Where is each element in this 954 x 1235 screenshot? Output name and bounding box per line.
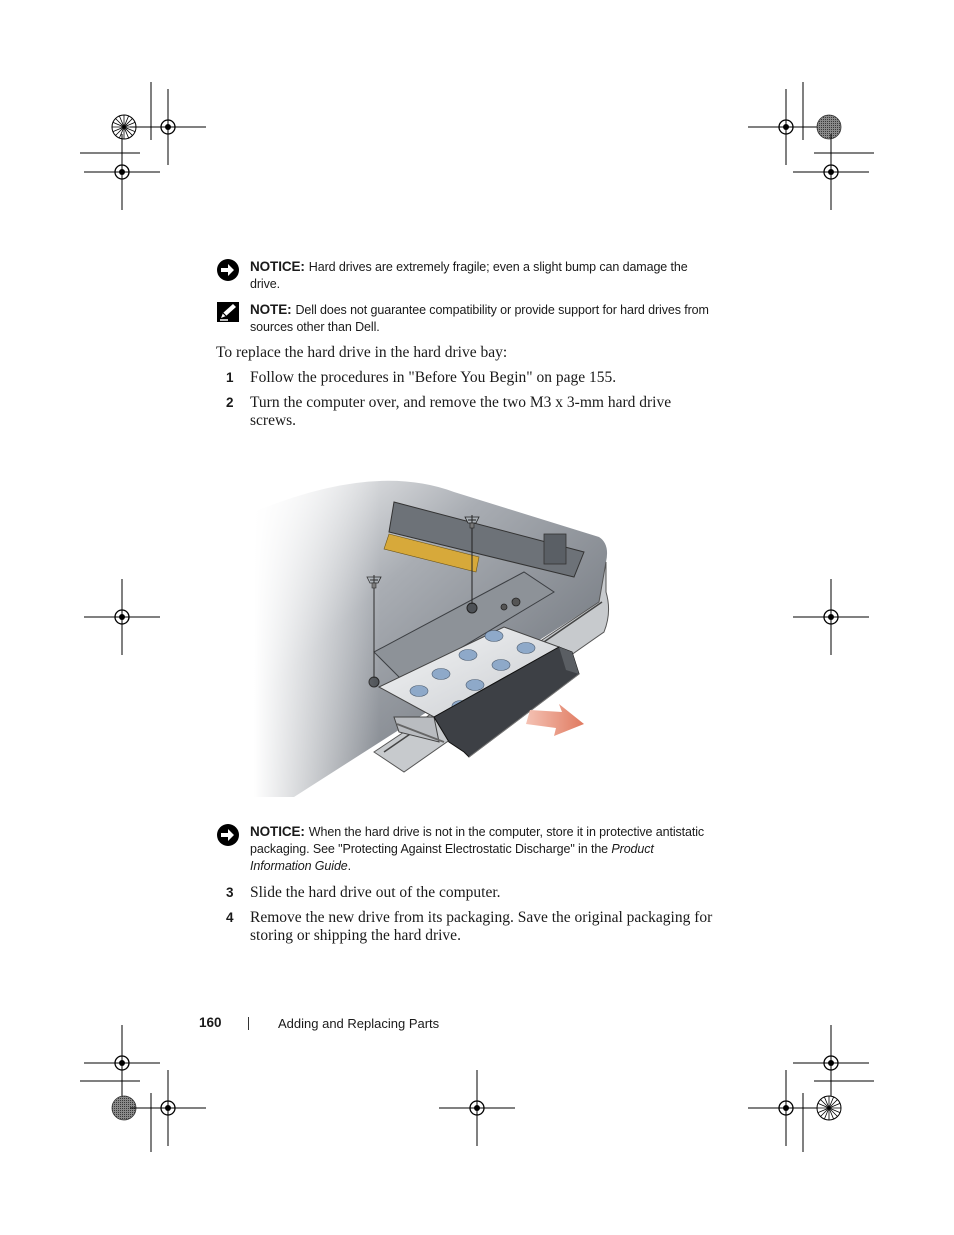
note-dell-compatibility bbox=[216, 301, 716, 336]
notice-text: When the hard drive is not in the computer, store it in protective antistatic packaging. See "Protecting Against Electrostatic Discharge" in the bbox=[250, 825, 705, 856]
step-text: Slide the hard drive out of the computer. bbox=[250, 884, 501, 901]
step-number: 1 bbox=[226, 370, 234, 385]
note-label: NOTE: bbox=[250, 302, 292, 317]
step-text: Remove the new drive from its packaging. Save the original packaging for storing or shipping the hard drive. bbox=[250, 909, 713, 944]
notice-label: NOTICE: bbox=[250, 259, 305, 274]
notice-arrow-icon bbox=[216, 258, 240, 282]
step-text: Follow the procedures in "Before You Begin" on page 155. bbox=[250, 369, 617, 386]
note-pencil-icon bbox=[216, 301, 240, 323]
step-1 bbox=[226, 369, 716, 387]
notice-text-end: . bbox=[347, 859, 352, 873]
footer-separator bbox=[248, 1017, 249, 1030]
note-text: Dell does not guarantee compatibility or provide support for hard drives from sources other than Dell. bbox=[250, 303, 709, 334]
step-3 bbox=[226, 884, 716, 902]
step-number: 4 bbox=[226, 910, 234, 925]
step-number: 3 bbox=[226, 885, 234, 900]
step-4 bbox=[226, 909, 716, 945]
notice-arrow-icon bbox=[216, 823, 240, 847]
notice-label: NOTICE: bbox=[250, 824, 305, 839]
intro-text: To replace the hard drive in the hard drive bay: bbox=[216, 344, 508, 361]
notice-text: Hard drives are extremely fragile; even a slight bump can damage the drive. bbox=[250, 260, 688, 291]
step-2 bbox=[226, 394, 716, 430]
page-number: 160 bbox=[199, 1015, 222, 1030]
notice-italic-reference: Product Information Guide bbox=[250, 842, 654, 873]
step-text: Turn the computer over, and remove the two M3 x 3-mm hard drive screws. bbox=[250, 394, 672, 429]
hard-drive-removal-illustration bbox=[254, 452, 614, 797]
footer-section-title: Adding and Replacing Parts bbox=[278, 1016, 440, 1031]
step-number: 2 bbox=[226, 395, 234, 410]
notice-antistatic-packaging bbox=[216, 823, 716, 875]
notice-hard-drive-fragile bbox=[216, 258, 716, 293]
